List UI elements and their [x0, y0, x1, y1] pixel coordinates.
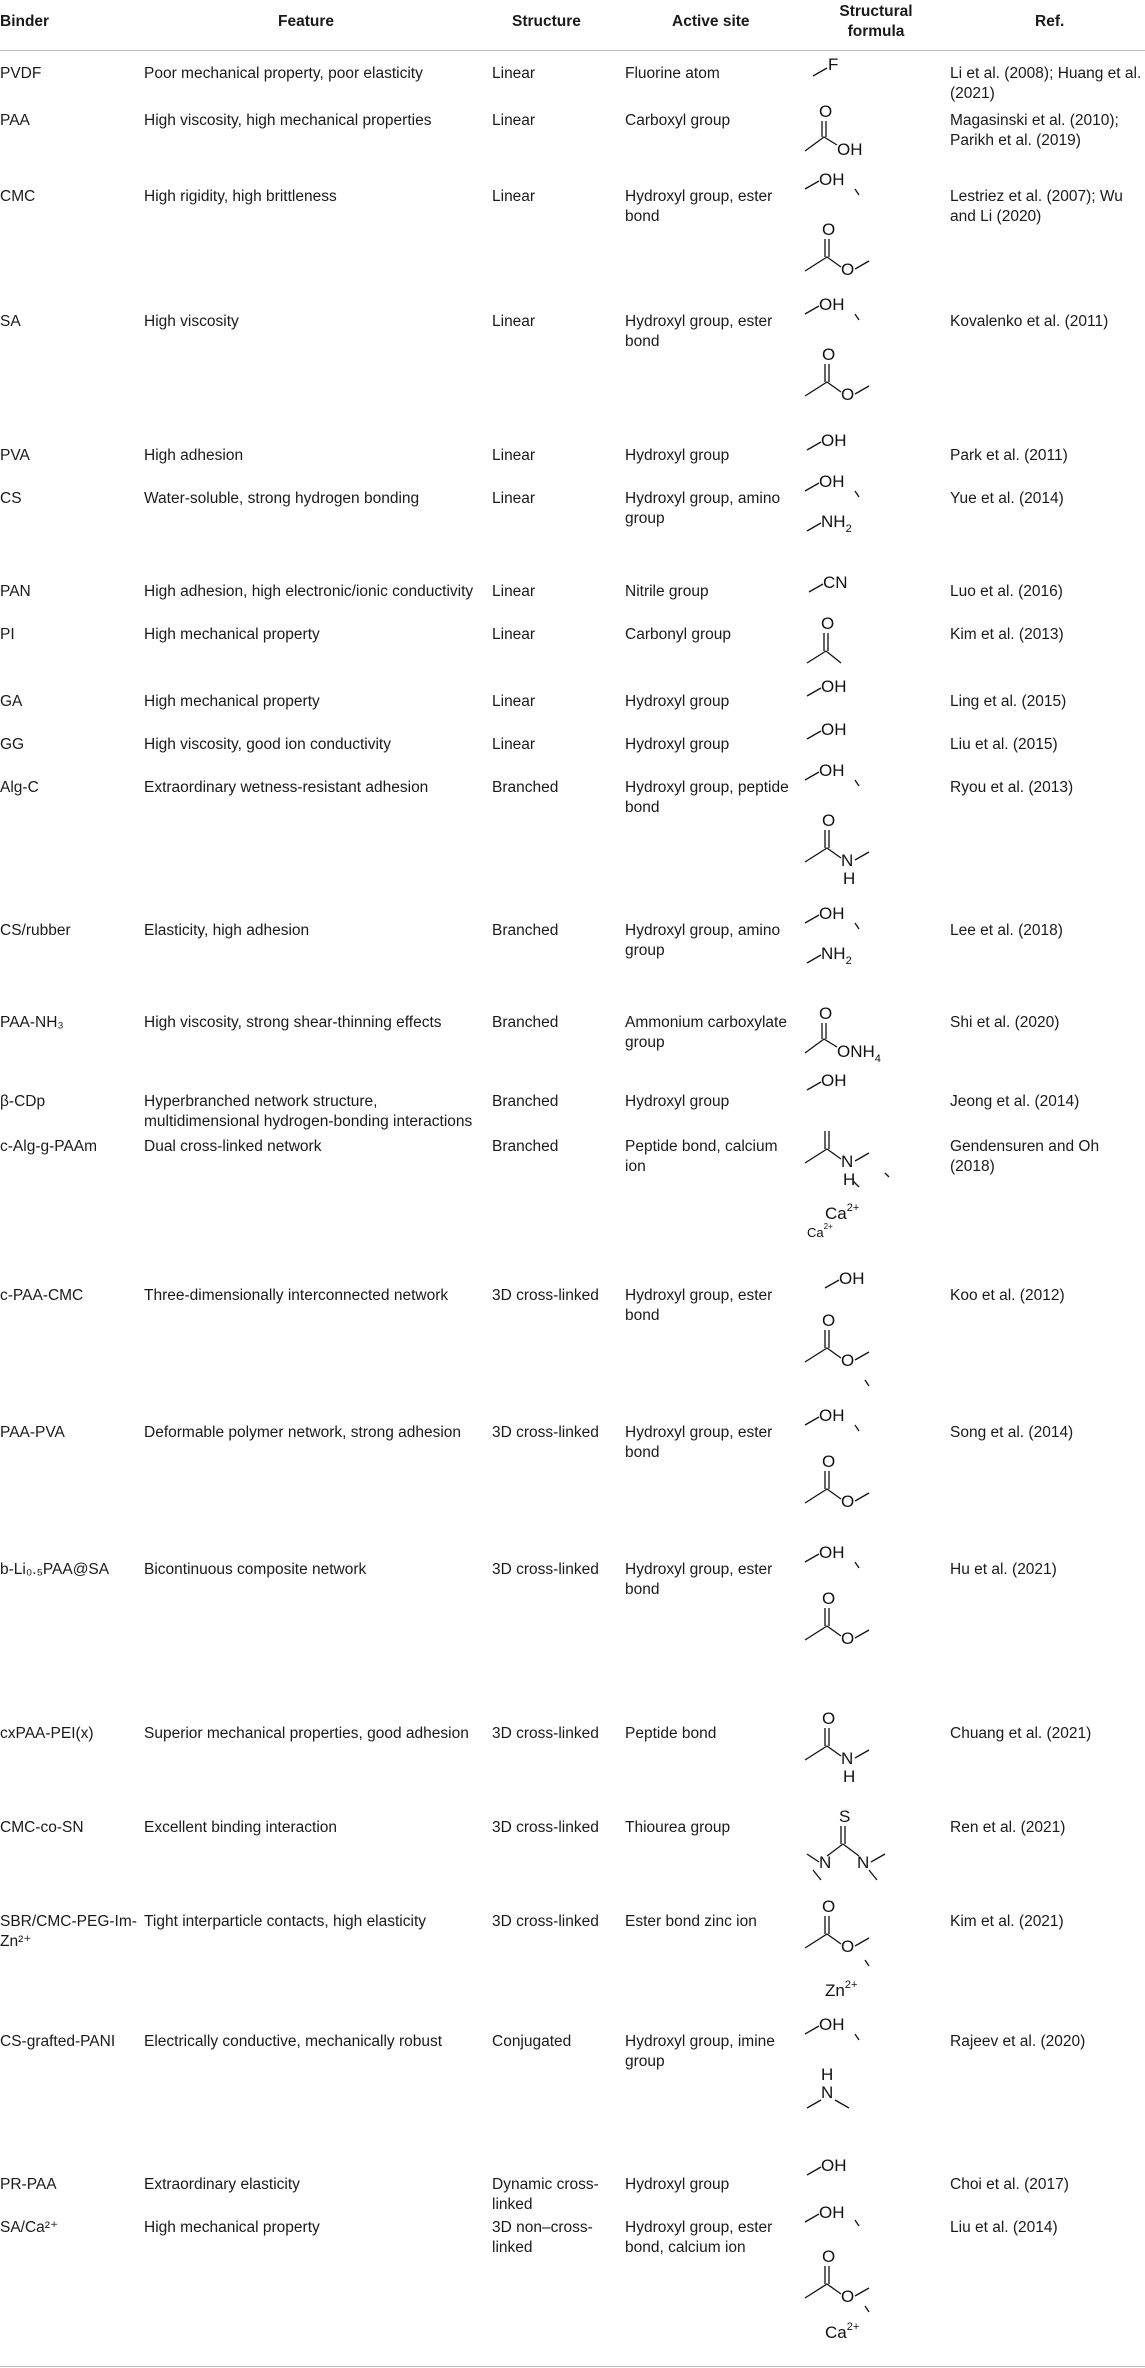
svg-text:O: O — [841, 260, 855, 279]
formula-label: OH — [821, 431, 847, 450]
formula-label: OH — [819, 2015, 845, 2034]
structure-cell: 3D cross-linked — [492, 1725, 599, 1742]
structural-formula-cell — [805, 2015, 950, 2124]
ref-cell: Choi et al. (2017) — [950, 2176, 1069, 2193]
svg-text:O: O — [841, 1937, 855, 1956]
structural-formula-cell — [805, 677, 950, 714]
feature-cell: Extraordinary wetness-resistant adhesion — [144, 779, 429, 796]
formula-label: OH — [839, 1269, 865, 1288]
binder-cell: b-Li₀.₅PAA@SA — [0, 1561, 110, 1578]
formula-label: OH — [819, 1406, 845, 1425]
active-site-cell: Hydroxyl group, amino group — [625, 490, 781, 527]
formula-label: OH — [819, 170, 845, 189]
active-site-cell: Hydroxyl group — [625, 693, 730, 710]
structure-cell: 3D cross-linked — [492, 1424, 599, 1441]
binder-cell: cxPAA-PEI(x) — [0, 1725, 94, 1742]
formula-label: OH — [821, 2156, 847, 2175]
structural-formula-cell — [805, 56, 950, 86]
structure-cell: Linear — [492, 626, 536, 643]
svg-text:N: N — [841, 851, 854, 870]
structural-formula-drawing — [805, 614, 885, 677]
svg-text:H: H — [843, 1767, 856, 1786]
table-header — [0, 0, 1145, 51]
active-site-cell: Nitrile group — [625, 583, 709, 600]
structure-cell: Branched — [492, 779, 559, 796]
structural-formula-cell — [805, 1269, 950, 1408]
header-formula-line2: formula — [847, 23, 905, 40]
feature-cell: Water-soluble, strong hydrogen bonding — [144, 490, 420, 507]
structure-cell: Branched — [492, 922, 559, 939]
ref-cell: Liu et al. (2015) — [950, 736, 1058, 753]
structural-formula-drawing — [805, 2015, 905, 2124]
formula-label: OH — [819, 904, 845, 923]
structural-formula-cell — [805, 1709, 950, 1806]
structural-formula-drawing — [805, 720, 885, 757]
binder-cell: PAA — [0, 112, 30, 129]
svg-text:S: S — [839, 1807, 851, 1826]
binder-cell: Alg-C — [0, 779, 39, 796]
binder-cell: PAA-PVA — [0, 1424, 65, 1441]
active-site-cell: Peptide bond, calcium ion — [625, 1138, 778, 1175]
active-site-cell: Carboxyl group — [625, 112, 731, 129]
structural-formula-drawing — [805, 170, 905, 299]
active-site-cell: Hydroxyl group — [625, 1093, 730, 1110]
svg-text:O: O — [822, 1589, 836, 1608]
feature-cell: Extraordinary elasticity — [144, 2176, 300, 2193]
svg-text:Ca2+: $Ca^{2+}$ — [825, 1202, 860, 1223]
svg-text:H: H — [843, 1170, 856, 1189]
structure-cell: 3D cross-linked — [492, 1561, 599, 1578]
binder-cell: PAA-NH₃ — [0, 1014, 64, 1031]
formula-label: OH — [819, 761, 845, 780]
svg-text:H: H — [843, 869, 856, 888]
svg-text:O: O — [841, 385, 855, 404]
formula-label: OH — [819, 472, 845, 491]
feature-cell: High adhesion, high electronic/ionic conductivity — [144, 583, 474, 600]
svg-text:O: O — [822, 1311, 836, 1330]
structural-formula-drawing — [805, 1709, 905, 1806]
binder-cell: CMC-co-SN — [0, 1819, 84, 1836]
binder-cell: CS/rubber — [0, 922, 71, 939]
structure-cell: Linear — [492, 490, 536, 507]
structural-formula-cell — [805, 1071, 950, 1114]
binder-cell: c-PAA-CMC — [0, 1287, 84, 1304]
feature-cell: High mechanical property — [144, 626, 320, 643]
structure-cell: 3D cross-linked — [492, 1819, 599, 1836]
feature-cell: Deformable polymer network, strong adhesion — [144, 1424, 462, 1441]
svg-text:N: N — [821, 2083, 834, 2102]
ref-cell: Shi et al. (2020) — [950, 1014, 1060, 1031]
header-formula-line1: Structural — [839, 3, 913, 20]
structural-formula-cell — [805, 1406, 950, 1535]
ref-cell: Koo et al. (2012) — [950, 1287, 1065, 1304]
formula-label: OH — [821, 677, 847, 696]
active-site-cell: Hydroxyl group — [625, 2176, 730, 2193]
structural-formula-drawing — [805, 472, 905, 551]
svg-text:CN: CN — [823, 573, 848, 592]
structure-cell: Linear — [492, 736, 536, 753]
structure-cell: Linear — [492, 693, 536, 710]
svg-text:O: O — [841, 1492, 855, 1511]
svg-text:O: O — [819, 1004, 833, 1023]
structural-formula-cell — [805, 472, 950, 551]
structure-cell: Linear — [492, 112, 536, 129]
binder-cell: SA — [0, 313, 21, 330]
structural-formula-cell — [805, 1807, 950, 1890]
structural-formula-cell — [805, 2203, 950, 2342]
ref-cell: Gendensuren and Oh (2018) — [950, 1138, 1100, 1175]
structural-formula-drawing — [805, 1807, 905, 1890]
svg-text:NH2: $NH_2$ — [821, 512, 852, 535]
header-structural-formula — [836, 2, 916, 42]
svg-text:O: O — [841, 2287, 855, 2306]
svg-text:O: O — [819, 102, 833, 121]
structural-formula-drawing — [805, 574, 885, 604]
structure-cell: 3D cross-linked — [492, 1287, 599, 1304]
ref-cell: Ren et al. (2021) — [950, 1819, 1066, 1836]
binder-cell: PAN — [0, 583, 31, 600]
header-active-site: Active site — [672, 13, 750, 30]
structural-formula-cell — [805, 1129, 950, 1259]
active-site-cell: Hydroxyl group, ester bond — [625, 313, 773, 350]
structural-formula-cell — [805, 1005, 950, 1075]
svg-text:O: O — [841, 1351, 855, 1370]
svg-text:O: O — [822, 345, 836, 364]
structural-formula-cell — [805, 904, 950, 983]
feature-cell: High adhesion — [144, 447, 244, 464]
binder-cell: c-Alg-g-PAAm — [0, 1138, 98, 1155]
structural-formula-drawing — [805, 761, 905, 900]
structure-cell: Linear — [492, 583, 536, 600]
structure-cell: Branched — [492, 1014, 559, 1031]
binder-cell: GG — [0, 736, 25, 753]
header-feature: Feature — [278, 13, 334, 30]
structural-formula-cell — [805, 1897, 950, 2004]
structure-cell: Conjugated — [492, 2033, 572, 2050]
structural-formula-drawing — [805, 1071, 885, 1114]
ref-cell: Kim et al. (2021) — [950, 1913, 1064, 1930]
structural-formula-cell — [805, 2156, 950, 2197]
structural-formula-drawing — [805, 1269, 905, 1408]
active-site-cell: Fluorine atom — [625, 65, 720, 82]
binder-cell: PR-PAA — [0, 2176, 57, 2193]
structural-formula-cell — [805, 761, 950, 900]
structure-cell: Branched — [492, 1138, 559, 1155]
active-site-cell: Hydroxyl group, ester bond — [625, 1561, 773, 1598]
svg-text:O: O — [821, 614, 835, 633]
structural-formula-cell — [805, 431, 950, 468]
feature-cell: High viscosity, good ion conductivity — [144, 736, 391, 753]
binder-cell: CMC — [0, 188, 36, 205]
structural-formula-cell — [805, 614, 950, 677]
active-site-cell: Hydroxyl group, ester bond — [625, 1424, 773, 1461]
structural-formula-cell — [805, 295, 950, 424]
structure-cell: 3D non–cross-linked — [492, 2219, 593, 2256]
ref-cell: Ling et al. (2015) — [950, 693, 1067, 710]
svg-text:F: F — [828, 55, 839, 74]
binder-cell: PI — [0, 626, 15, 643]
structural-formula-drawing — [805, 295, 905, 424]
ref-cell: Liu et al. (2014) — [950, 2219, 1058, 2236]
feature-cell: Dual cross-linked network — [144, 1138, 322, 1155]
ref-cell: Song et al. (2014) — [950, 1424, 1074, 1441]
active-site-cell: Hydroxyl group, amino group — [625, 922, 781, 959]
feature-cell: Electrically conductive, mechanically robust — [144, 2033, 443, 2050]
svg-text:O: O — [822, 811, 836, 830]
structure-cell: Linear — [492, 447, 536, 464]
svg-text:O: O — [841, 1629, 855, 1648]
structural-formula-drawing — [805, 904, 905, 983]
active-site-cell: Carbonyl group — [625, 626, 731, 643]
svg-text:ONH4: $ONH_4$ — [837, 1042, 881, 1065]
feature-cell: Poor mechanical property, poor elasticity — [144, 65, 423, 82]
ref-cell: Kim et al. (2013) — [950, 626, 1064, 643]
ref-cell: Park et al. (2011) — [950, 447, 1068, 464]
svg-text:NH2: $NH_2$ — [821, 944, 852, 967]
ref-cell: Li et al. (2008); Huang et al. (2021) — [950, 65, 1142, 102]
svg-text:N: N — [819, 1853, 832, 1872]
binder-cell: CS — [0, 490, 22, 507]
header-structure: Structure — [512, 13, 581, 30]
structural-formula-cell — [805, 170, 950, 299]
structural-formula-drawing — [805, 677, 885, 714]
ref-cell: Yue et al. (2014) — [950, 490, 1064, 507]
active-site-cell: Hydroxyl group, ester bond, calcium ion — [625, 2219, 773, 2256]
active-site-cell: Hydroxyl group, ester bond — [625, 188, 773, 225]
structural-formula-drawing — [805, 2203, 905, 2342]
structural-formula-cell — [805, 1543, 950, 1672]
svg-text:H: H — [821, 2065, 834, 2084]
binder-cell: GA — [0, 693, 23, 710]
feature-cell: Excellent binding interaction — [144, 1819, 338, 1836]
feature-cell: Superior mechanical properties, good adhesion — [144, 1725, 469, 1742]
binder-cell: PVDF — [0, 65, 42, 82]
feature-cell: High viscosity, high mechanical properties — [144, 112, 432, 129]
feature-cell: Bicontinuous composite network — [144, 1561, 367, 1578]
ref-cell: Lestriez et al. (2007); Wu and Li (2020) — [950, 188, 1123, 225]
ref-cell: Chuang et al. (2021) — [950, 1725, 1092, 1742]
binder-cell: SA/Ca²⁺ — [0, 2219, 59, 2236]
structure-cell: Dynamic cross-linked — [492, 2176, 599, 2213]
active-site-cell: Hydroxyl group — [625, 447, 730, 464]
svg-text:O: O — [822, 1709, 836, 1728]
svg-text:Ca2+: $Ca^{2+}$ — [807, 1222, 833, 1240]
active-site-cell: Peptide bond — [625, 1725, 717, 1742]
ref-cell: Ryou et al. (2013) — [950, 779, 1074, 796]
structural-formula-drawing — [805, 103, 885, 173]
structure-cell: Linear — [492, 65, 536, 82]
structural-formula-cell — [805, 103, 950, 173]
binder-cell: PVA — [0, 447, 30, 464]
active-site-cell: Ester bond zinc ion — [625, 1913, 757, 1930]
ref-cell: Jeong et al. (2014) — [950, 1093, 1080, 1110]
structural-formula-drawing — [805, 2156, 885, 2197]
header-ref: Ref. — [1035, 13, 1065, 30]
ref-cell: Lee et al. (2018) — [950, 922, 1063, 939]
active-site-cell: Hydroxyl group, peptide bond — [625, 779, 789, 816]
feature-cell: Three-dimensionally interconnected network — [144, 1287, 449, 1304]
structural-formula-drawing — [805, 1897, 905, 2004]
structural-formula-drawing — [805, 1543, 905, 1672]
structural-formula-cell — [805, 720, 950, 757]
formula-label: OH — [819, 2203, 845, 2222]
structural-formula-cell — [805, 574, 950, 604]
structural-formula-drawing — [805, 1129, 905, 1259]
header-binder: Binder — [0, 13, 50, 30]
svg-text:O: O — [822, 1897, 836, 1916]
feature-cell: Elasticity, high adhesion — [144, 922, 310, 939]
feature-cell: High viscosity — [144, 313, 239, 330]
table-bottom-rule — [0, 2366, 1145, 2367]
feature-cell: High viscosity, strong shear-thinning effects — [144, 1014, 442, 1031]
formula-label: OH — [819, 295, 845, 314]
svg-text:O: O — [822, 1452, 836, 1471]
formula-label: OH — [819, 1543, 845, 1562]
binder-cell: SBR/CMC-PEG-Im-Zn²⁺ — [0, 1913, 137, 1950]
binder-cell: β-CDp — [0, 1093, 46, 1110]
structural-formula-drawing — [805, 1406, 905, 1535]
svg-text:N: N — [841, 1749, 854, 1768]
ref-cell: Magasinski et al. (2010); Parikh et al. (2019) — [950, 112, 1119, 149]
structural-formula-drawing — [805, 56, 865, 86]
formula-label: OH — [821, 720, 847, 739]
structure-cell: Branched — [492, 1093, 559, 1110]
svg-text:N: N — [857, 1853, 870, 1872]
structural-formula-drawing — [805, 431, 885, 468]
active-site-cell: Hydroxyl group, imine group — [625, 2033, 775, 2070]
formula-label: OH — [821, 1071, 847, 1090]
svg-text:N: N — [841, 1152, 854, 1171]
structural-formula-drawing — [805, 1005, 915, 1075]
svg-text:O: O — [822, 2247, 836, 2266]
feature-cell: High mechanical property — [144, 2219, 320, 2236]
active-site-cell: Hydroxyl group — [625, 736, 730, 753]
active-site-cell: Hydroxyl group, ester bond — [625, 1287, 773, 1324]
svg-text:OH: OH — [837, 140, 863, 159]
ref-cell: Rajeev et al. (2020) — [950, 2033, 1086, 2050]
feature-cell: Tight interparticle contacts, high elasticity — [144, 1913, 426, 1930]
svg-text:Ca2+: $Ca^{2+}$ — [825, 2321, 860, 2342]
svg-text:O: O — [822, 220, 836, 239]
active-site-cell: Thiourea group — [625, 1819, 731, 1836]
feature-cell: Hyperbranched network structure, multidimensional hydrogen-bonding interactions — [144, 1093, 473, 1130]
svg-text:Zn2+: $Zn^{2+}$ — [825, 1979, 858, 2000]
feature-cell: High rigidity, high brittleness — [144, 188, 337, 205]
ref-cell: Kovalenko et al. (2011) — [950, 313, 1109, 330]
binder-cell: CS-grafted-PANI — [0, 2033, 116, 2050]
ref-cell: Luo et al. (2016) — [950, 583, 1063, 600]
active-site-cell: Ammonium carboxylate group — [625, 1014, 787, 1051]
structure-cell: Linear — [492, 188, 536, 205]
structure-cell: 3D cross-linked — [492, 1913, 599, 1930]
ref-cell: Hu et al. (2021) — [950, 1561, 1057, 1578]
feature-cell: High mechanical property — [144, 693, 320, 710]
structure-cell: Linear — [492, 313, 536, 330]
